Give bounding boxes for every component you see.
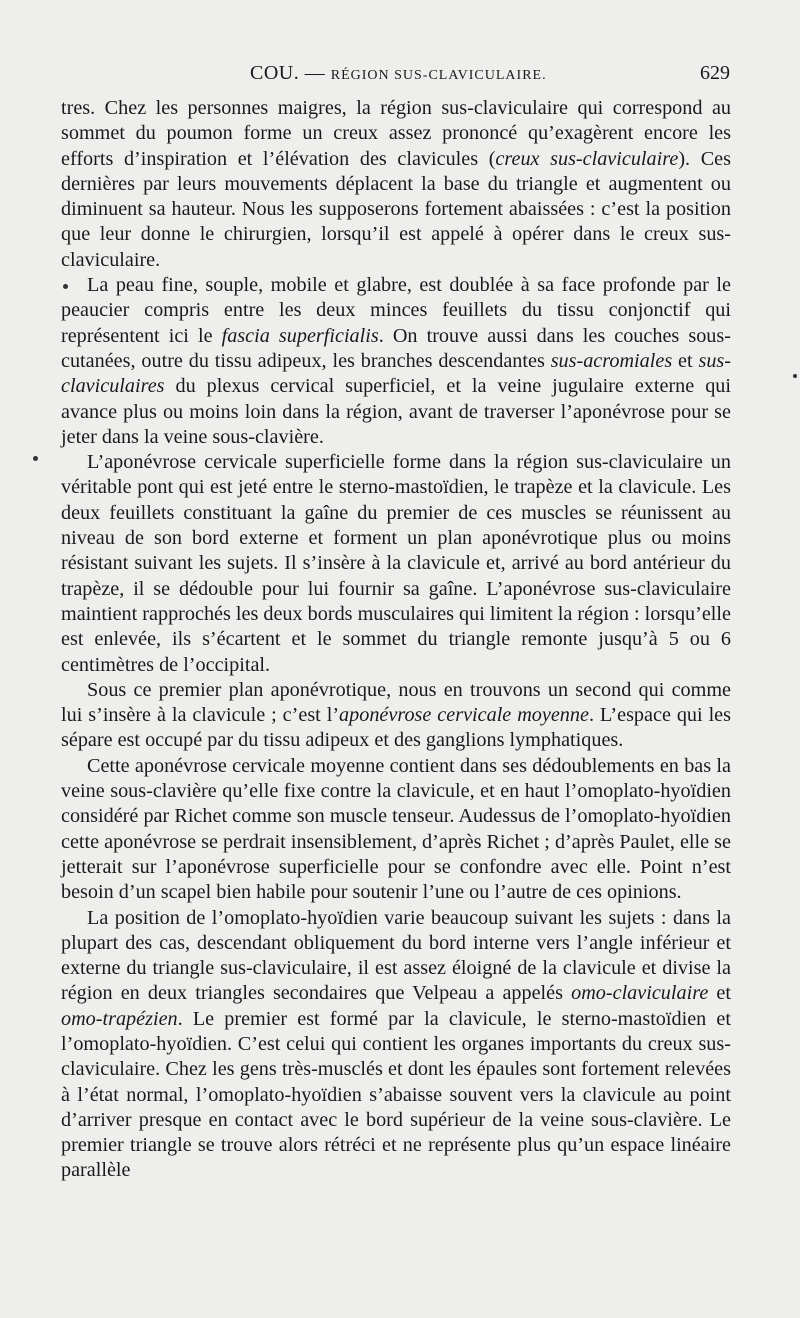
margin-speck bbox=[33, 456, 38, 461]
text-run: . On trouve aussi dans les couches sous-cutanées, outre du tissu adipeux, les branches descendantes bbox=[61, 324, 731, 372]
italic-term: sus-claviculaires bbox=[61, 349, 731, 398]
text-run: Cette aponévrose cervicale moyenne contient dans ses dédoublements en bas la veine sous-clavière qu’elle fixe contre la clavicule, et en haut l’omoplato-hyoïdien considéré par Richet comme son muscle tenseur. Audessus de l’omoplato-hyoïdien cette aponévrose se perdrait insensiblement, d’après Richet ; d’après Paulet, elle se jetterait sur l’aponévrose superficielle pour se confondre avec elle. Point n’est besoin d’un scapel bien habile pour soutenir l’une ou l’autre de ces opinions. bbox=[61, 754, 731, 904]
italic-term: fascia superficialis bbox=[221, 324, 379, 347]
text-run: du plexus cervical superficiel, et la veine jugulaire externe qui avance plus ou moins loin dans la région, avant de traverser l’aponévrose pour se jeter dans la veine sous-clavière. bbox=[61, 375, 731, 448]
region-label: RÉGION SUS-CLAVICULAIRE. bbox=[330, 68, 547, 83]
text-run: Sous ce premier plan aponévrotique, nous en trouvons un second qui comme lui s’insère à la clavicule ; c’est l’ bbox=[61, 678, 731, 727]
margin-speck bbox=[793, 374, 797, 378]
paragraph bbox=[61, 754, 731, 906]
paragraph bbox=[61, 906, 731, 1184]
text-run: La position de l’omoplato-hyoïdien varie beaucoup suivant les sujets : dans la plupart des cas, descendant obliquement du bord interne vers l’angle inférieur et externe du triangle sus-claviculaire, il est assez éloigné de la clavicule et divise la région en deux triangles secondaires que Velpeau a appelés bbox=[61, 906, 731, 1005]
paragraph bbox=[61, 273, 731, 450]
margin-speck bbox=[63, 284, 68, 289]
italic-term: omo-claviculaire bbox=[571, 982, 709, 1005]
italic-term: aponévrose cervicale moyenne bbox=[339, 704, 589, 727]
text-run: et bbox=[672, 349, 699, 372]
section-label: COU. bbox=[250, 62, 300, 84]
running-header bbox=[60, 60, 730, 88]
italic-term: sus-acromiales bbox=[550, 349, 673, 372]
header-dash: — bbox=[304, 62, 326, 84]
body-text bbox=[61, 96, 731, 1184]
page-number: 629 bbox=[700, 62, 730, 84]
paragraph bbox=[61, 678, 731, 754]
paragraph bbox=[61, 450, 731, 678]
running-title bbox=[250, 62, 547, 85]
text-run: . Le premier est formé par la clavicule, le sterno-mastoïdien et l’omoplato-hyoïdien. C’est celui qui contient les organes importants du creux sus-claviculaire. Chez les gens très-musclés et dont les épaules sont fortement relevées à l’état normal, l’omoplato-hyoïdien s’abaisse souvent vers la clavicule au point d’arriver presque en contact avec le bord supérieur de la veine sous-clavière. Le premier triangle se trouve alors rétréci et ne représente plus qu’un espace linéaire parallèle bbox=[61, 1007, 731, 1182]
text-run: L’aponévrose cervicale superficielle forme dans la région sus-claviculaire un véritable pont qui est jeté entre le sterno-mastoïdien, le trapèze et la clavicule. Les deux feuillets constituant la gaîne du premier de ces muscles se réunissent au niveau de son bord externe et forment un plan aponévrotique plus ou moins résistant suivant les sujets. Il s’insère à la clavicule et, arrivé au bord antérieur du trapèze, il se dédouble pour lui fournir sa gaîne. L’aponévrose sus-claviculaire maintient rapprochés les deux bords musculaires qui limitent la région : lorsqu’elle est enlevée, ils s’écartent et le sommet du triangle remonte jusqu’à 5 ou 6 centimètres de l’occipital. bbox=[61, 451, 731, 676]
text-run: et bbox=[708, 982, 731, 1005]
text-run: . L’espace qui les sépare est occupé par du tissu adipeux et des ganglions lymphatiques. bbox=[61, 704, 731, 752]
text-run: La peau fine, souple, mobile et glabre, est doublée à sa face profonde par le peaucier compris entre les deux minces feuillets du tissu conjonctif qui représentent ici le bbox=[61, 274, 731, 347]
text-run: ). Ces dernières par leurs mouvements déplacent la base du triangle et augmentent ou diminuent sa hauteur. Nous les supposerons fortement abaissées : c’est la position que leur donne le chirurgien, lorsqu’il est appelé à opérer dans le creux sus-claviculaire. bbox=[61, 147, 731, 271]
italic-term: omo-trapézien bbox=[61, 1007, 178, 1030]
paragraph bbox=[61, 96, 731, 273]
text-run: tres. Chez les personnes maigres, la région sus-claviculaire qui correspond au sommet du poumon forme un creux assez prononcé qu’exagèrent encore les efforts d’inspiration et l’élévation des clavicules ( bbox=[61, 97, 731, 170]
italic-term: creux sus-claviculaire bbox=[495, 147, 679, 170]
